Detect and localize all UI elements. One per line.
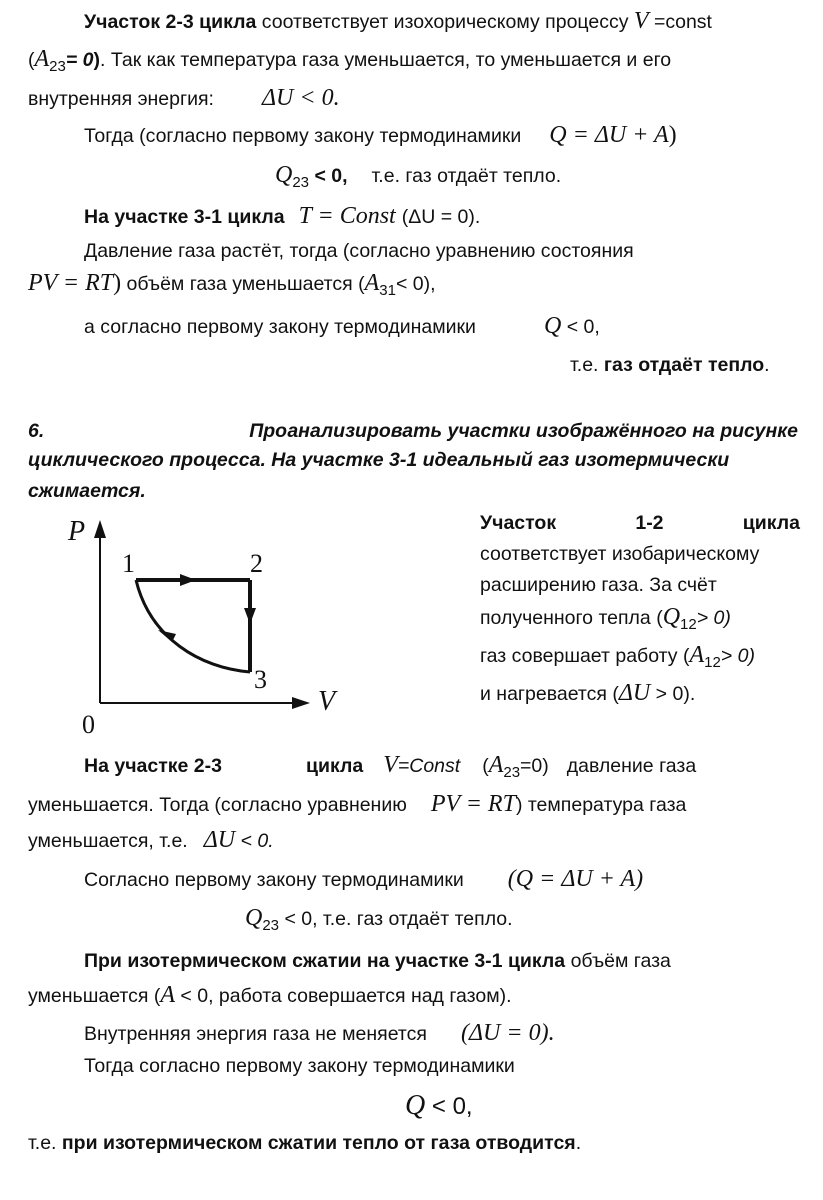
p2-line-4 xyxy=(84,866,643,893)
math-q: Q xyxy=(405,1090,426,1121)
p1-line-4 xyxy=(84,122,677,149)
math-a: A xyxy=(160,982,176,1008)
math-v: V xyxy=(383,752,398,778)
math-a23: A xyxy=(488,752,504,778)
p2-text: < 0, т.е. газ отдаёт тепло. xyxy=(279,908,513,930)
p1-text: Тогда (согласно первому закону термодинамики xyxy=(84,125,522,147)
subscript: 31 xyxy=(379,282,396,299)
p2-text: ) температура газа xyxy=(515,794,687,816)
subscript: 23 xyxy=(49,58,66,75)
p2-line-7 xyxy=(28,982,512,1009)
math-first-law: (Q = ΔU + A) xyxy=(507,866,644,892)
side-bold: Участок xyxy=(480,512,557,534)
task-number: 6. xyxy=(28,420,45,442)
p2-bold-segment: На участке 2-3 xyxy=(84,755,222,777)
p2-text: < 0, работа совершается над газом). xyxy=(175,985,512,1007)
math-du-zero: (ΔU = 0). xyxy=(460,1020,555,1046)
math-first-law: Q = ΔU + A xyxy=(549,122,669,148)
side-line-3 xyxy=(480,572,800,598)
p1-text: соответствует изохорическому процессу xyxy=(256,11,634,33)
p-axis-label: P xyxy=(68,516,86,547)
p1-line-2 xyxy=(28,46,671,73)
point-2-label: 2 xyxy=(250,549,263,578)
p1-line-9 xyxy=(84,313,600,340)
p2-line-11 xyxy=(28,1130,581,1156)
p2-text: . xyxy=(575,1132,582,1154)
p1-const: =const xyxy=(648,11,712,33)
side-line-1 xyxy=(480,510,800,536)
v-axis-label: V xyxy=(318,686,336,717)
side-text: полученного тепла ( xyxy=(480,607,663,629)
p1-line-1 xyxy=(84,8,712,35)
p2-line-1 xyxy=(84,752,696,779)
arrow-1-2 xyxy=(180,574,196,586)
arrow-2-3 xyxy=(244,608,256,624)
p2-line-5 xyxy=(245,905,513,932)
math-du: ΔU xyxy=(203,827,236,853)
task-line-3 xyxy=(28,478,146,504)
task-text: Проанализировать участки изображённого на рисунке xyxy=(249,420,798,442)
math-a12: A xyxy=(689,642,705,668)
p1-bold-segment: На участке 3-1 цикла xyxy=(84,206,285,228)
p1-text: Давление газа растёт, тогда (согласно уравнению состояния xyxy=(84,240,634,262)
p2-text: объём газа xyxy=(565,950,671,972)
math-du-zero: (ΔU = 0). xyxy=(401,206,481,228)
p1-text: а согласно первому закону термодинамики xyxy=(84,316,476,338)
math-eq-zero: = 0 xyxy=(65,49,94,71)
task-line-2 xyxy=(28,447,729,473)
p2-bold-segment: При изотермическом сжатии на участке 3-1 xyxy=(84,950,503,972)
subscript: 23 xyxy=(503,764,521,781)
p2-text: уменьшается ( xyxy=(28,985,161,1007)
side-line-5 xyxy=(480,642,755,669)
math-t-const: T = Const xyxy=(298,203,396,229)
side-line-2 xyxy=(480,541,759,567)
math-gt-zero: > 0) xyxy=(696,607,731,629)
math-pv-rt: PV = RT xyxy=(430,791,516,817)
paren-open: ( xyxy=(482,755,489,777)
math-lt-zero: < 0, xyxy=(425,1093,473,1120)
p1-line-7 xyxy=(84,238,634,264)
math-const: =Const xyxy=(397,755,461,777)
p2-text: давление газа xyxy=(566,755,697,777)
p2-bold-segment: цикла xyxy=(502,950,566,972)
math-q23: Q xyxy=(275,162,293,188)
p1-text: внутренняя энергия: xyxy=(28,88,214,110)
origin-label: 0 xyxy=(82,710,95,739)
math-gt-zero: > 0) xyxy=(720,645,755,667)
paren-open: ( xyxy=(28,49,35,71)
p1-math-v: V xyxy=(633,8,649,34)
p2-line-6 xyxy=(84,948,671,974)
task-text: сжимается. xyxy=(28,480,146,502)
p2-line-3 xyxy=(28,827,274,854)
math-lt-zero: < 0. xyxy=(235,830,274,852)
paren-close: ) xyxy=(93,49,101,71)
p1-text: объём газа уменьшается ( xyxy=(121,273,365,295)
math-q: Q xyxy=(543,313,562,339)
p2-line-9 xyxy=(84,1053,515,1079)
subscript: 23 xyxy=(262,917,280,934)
subscript: 12 xyxy=(704,654,721,671)
segment-3-1 xyxy=(136,580,250,672)
p1-bold-segment: Участок 2-3 цикла xyxy=(84,11,257,33)
p1-text: т.е. xyxy=(570,354,604,376)
p1-bold-conclusion: газ отдаёт тепло xyxy=(603,354,765,376)
p2-line-10 xyxy=(405,1090,473,1121)
math-eq-zero: =0) xyxy=(520,755,549,777)
p1-line-6 xyxy=(84,203,480,230)
math-lt-zero: < 0, xyxy=(561,316,600,338)
subscript: 12 xyxy=(680,616,697,633)
p2-text: т.е. xyxy=(28,1132,62,1154)
p2-text: Согласно первому закону термодинамики xyxy=(84,869,464,891)
p-axis-arrow xyxy=(94,520,106,538)
point-3-label: 3 xyxy=(254,665,267,694)
math-lt-zero: < 0), xyxy=(395,273,436,295)
p1-line-10 xyxy=(570,352,770,378)
side-text: соответствует изобарическому xyxy=(480,543,760,565)
point-1-label: 1 xyxy=(122,549,135,578)
math-du: ΔU xyxy=(618,680,651,706)
paren-close: ) xyxy=(113,270,122,296)
p1-text: т.е. газ отдаёт тепло. xyxy=(371,165,562,187)
paren-close: ) xyxy=(668,122,677,148)
math-q23: Q xyxy=(245,905,263,931)
math-du-lt-0: ΔU < 0. xyxy=(261,85,340,111)
p2-text: уменьшается. Тогда (согласно уравнению xyxy=(28,794,407,816)
subscript: 23 xyxy=(292,174,310,191)
side-line-4 xyxy=(480,604,731,631)
math-pv-rt: PV = RT xyxy=(28,270,114,296)
side-line-6 xyxy=(480,680,695,707)
math-gt-zero: > 0). xyxy=(650,683,696,705)
math-lt-zero: < 0, xyxy=(309,165,348,187)
p2-text: Тогда согласно первому закону термодинамики xyxy=(84,1055,515,1077)
p2-text: уменьшается, т.е. xyxy=(28,830,188,852)
side-text: газ совершает работу ( xyxy=(480,645,690,667)
p2-line-2 xyxy=(28,791,686,818)
math-a31: A xyxy=(364,270,380,296)
side-bold: 1-2 xyxy=(635,512,664,534)
v-axis-arrow xyxy=(292,697,310,709)
p1-line-3 xyxy=(28,85,340,112)
math-a23: A xyxy=(34,46,50,72)
side-bold: цикла xyxy=(742,512,800,534)
p2-bold-conclusion: при изотермическом сжатии тепло от газа отводится xyxy=(61,1132,576,1154)
pv-diagram xyxy=(60,508,360,743)
p1-line-5 xyxy=(275,162,561,189)
task-line-1 xyxy=(28,418,798,444)
p1-text: . xyxy=(764,354,770,376)
side-text: расширению газа. За счёт xyxy=(480,574,717,596)
p2-line-8 xyxy=(84,1020,555,1047)
side-text: и нагревается ( xyxy=(480,683,619,705)
p1-line-8 xyxy=(28,270,436,297)
math-q12: Q xyxy=(662,604,681,630)
p2-text: Внутренняя энергия газа не меняется xyxy=(84,1023,427,1045)
task-text: циклического процесса. На участке 3-1 идеальный газ изотермически xyxy=(28,449,730,471)
p2-bold-segment: цикла xyxy=(305,755,364,777)
p1-text: . Так как температура газа уменьшается, то уменьшается и его xyxy=(100,49,672,71)
